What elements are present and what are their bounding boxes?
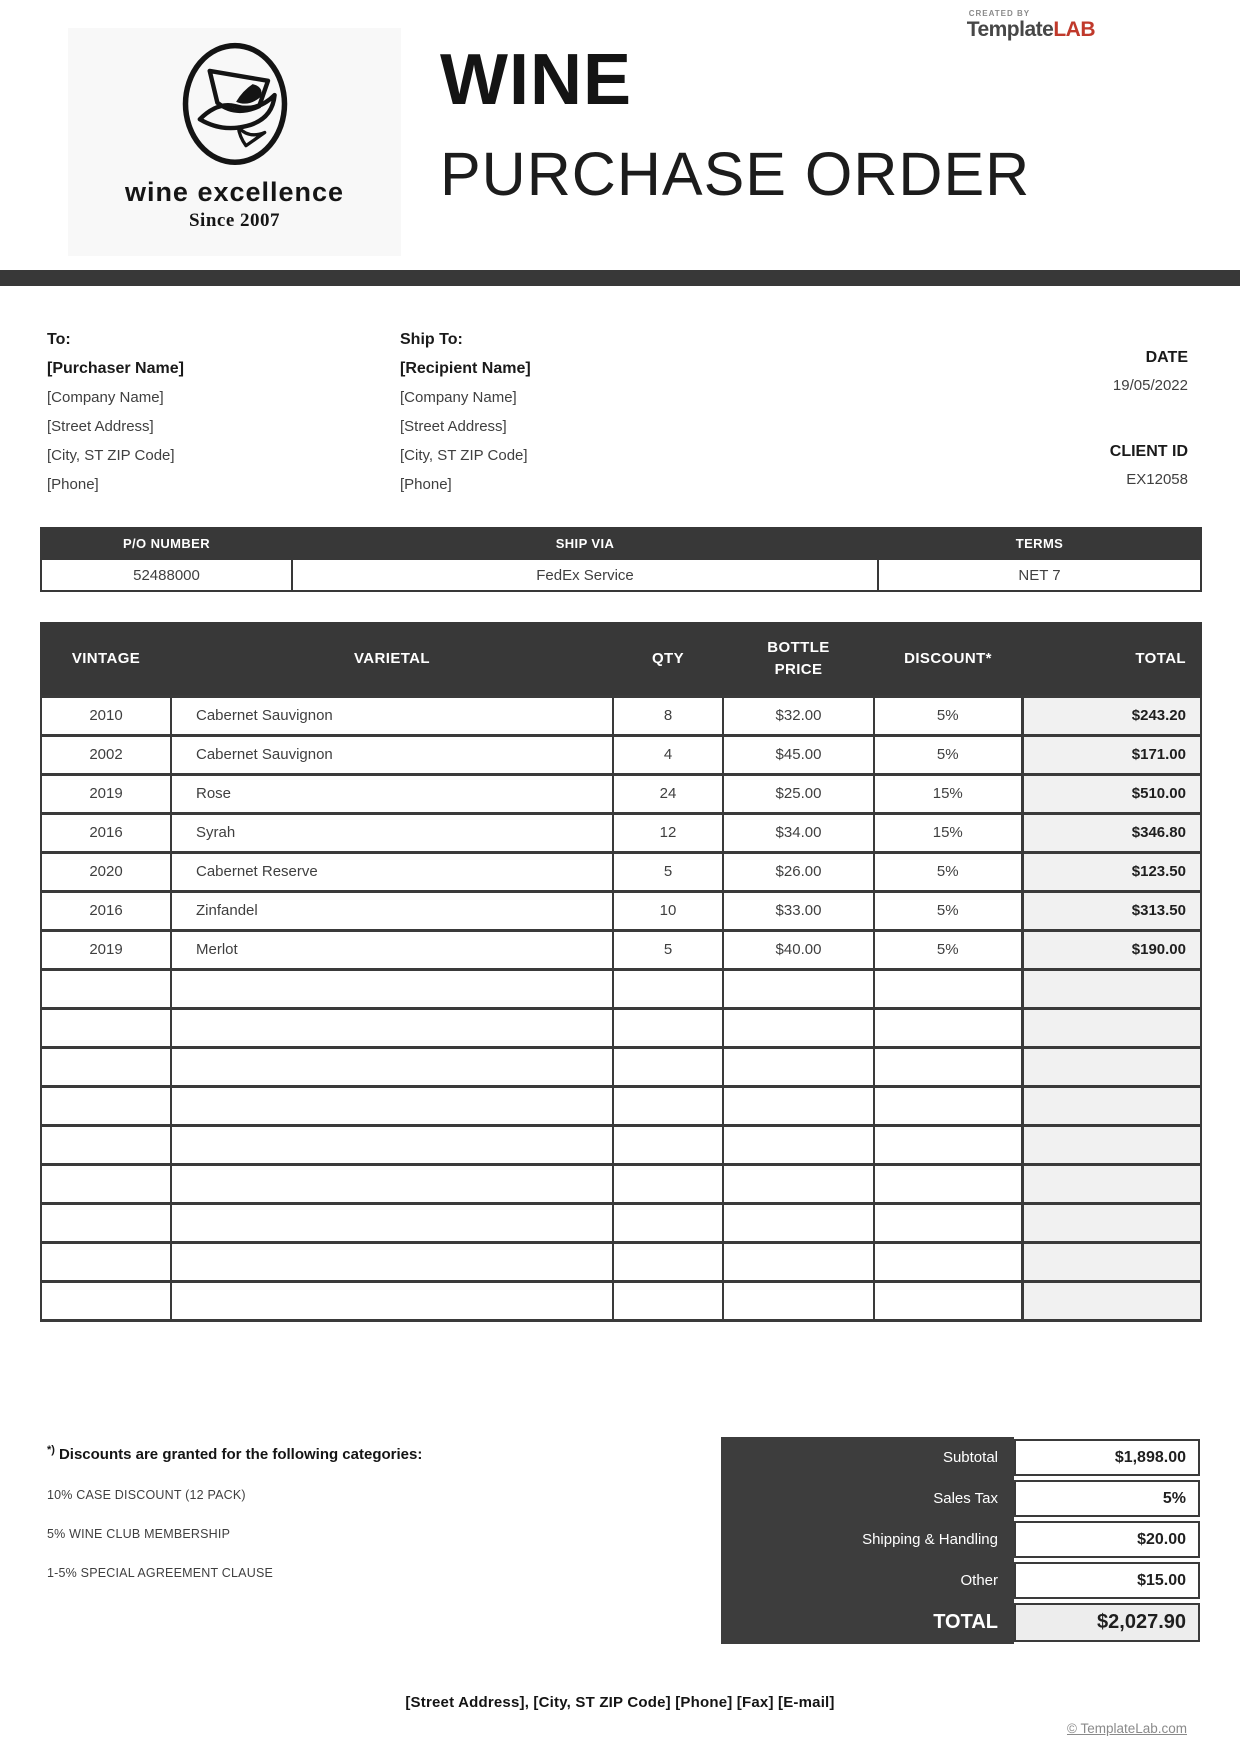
order-empty-row-cell bbox=[1022, 1047, 1201, 1086]
order-row-cell: $26.00 bbox=[723, 852, 874, 891]
order-empty-row bbox=[41, 1086, 1201, 1125]
po-value: FedEx Service bbox=[292, 559, 878, 591]
client-id-label: CLIENT ID bbox=[1109, 443, 1188, 460]
order-empty-row bbox=[41, 1203, 1201, 1242]
order-empty-row bbox=[41, 1125, 1201, 1164]
client-id-value: EX12058 bbox=[1126, 471, 1188, 488]
purchaser-company: [Company Name] bbox=[47, 389, 164, 406]
summary-value: $15.00 bbox=[1014, 1562, 1200, 1599]
summary-value: $1,898.00 bbox=[1014, 1439, 1200, 1476]
order-empty-row bbox=[41, 1281, 1201, 1320]
order-row-cell: 5 bbox=[613, 852, 723, 891]
discount-notes-list bbox=[47, 1488, 607, 1580]
order-row-cell: Zinfandel bbox=[171, 891, 613, 930]
order-row bbox=[41, 696, 1201, 735]
order-empty-row-cell bbox=[613, 1242, 723, 1281]
order-empty-row-cell bbox=[1022, 1164, 1201, 1203]
order-col-header: VARIETAL bbox=[171, 623, 613, 696]
order-empty-row-cell bbox=[171, 969, 613, 1008]
order-row-cell: Syrah bbox=[171, 813, 613, 852]
summary-total-label: TOTAL bbox=[721, 1601, 1014, 1644]
po-info-table bbox=[40, 527, 1202, 592]
order-empty-row-cell bbox=[874, 1125, 1022, 1164]
order-row-cell: Cabernet Sauvignon bbox=[171, 696, 613, 735]
order-row-cell: 8 bbox=[613, 696, 723, 735]
order-empty-row-cell bbox=[41, 1203, 171, 1242]
order-empty-row-cell bbox=[613, 1164, 723, 1203]
order-empty-row-cell bbox=[171, 1125, 613, 1164]
order-row-cell: $34.00 bbox=[723, 813, 874, 852]
order-empty-row-cell bbox=[171, 1086, 613, 1125]
order-empty-row-cell bbox=[41, 969, 171, 1008]
order-empty-row bbox=[41, 969, 1201, 1008]
order-meta-block bbox=[1110, 343, 1188, 493]
order-empty-row-cell bbox=[171, 1047, 613, 1086]
templatelab-name: Template bbox=[966, 18, 1054, 41]
order-empty-row-cell bbox=[41, 1164, 171, 1203]
order-row-cell: 15% bbox=[874, 774, 1022, 813]
order-empty-row-cell bbox=[41, 1125, 171, 1164]
summary-label: Other bbox=[721, 1560, 1014, 1601]
order-empty-row-cell bbox=[171, 1281, 613, 1320]
order-row bbox=[41, 930, 1201, 969]
po-value: 52488000 bbox=[41, 559, 292, 591]
order-empty-row bbox=[41, 1164, 1201, 1203]
summary-value: 5% bbox=[1014, 1480, 1200, 1517]
discount-note-item: 10% CASE DISCOUNT (12 PACK) bbox=[47, 1488, 246, 1502]
order-row-cell: Cabernet Sauvignon bbox=[171, 735, 613, 774]
order-empty-row-cell bbox=[723, 1125, 874, 1164]
order-row-cell: 2019 bbox=[41, 930, 171, 969]
order-row-cell: 2016 bbox=[41, 813, 171, 852]
order-row-cell: $313.50 bbox=[1022, 891, 1201, 930]
order-row bbox=[41, 813, 1201, 852]
order-empty-row-cell bbox=[723, 1086, 874, 1125]
company-logo bbox=[68, 28, 401, 256]
order-empty-row-cell bbox=[723, 969, 874, 1008]
date-label: DATE bbox=[1145, 349, 1188, 366]
order-row bbox=[41, 735, 1201, 774]
order-row bbox=[41, 774, 1201, 813]
order-row-cell: 5% bbox=[874, 735, 1022, 774]
order-empty-row-cell bbox=[41, 1086, 171, 1125]
order-row-cell: 12 bbox=[613, 813, 723, 852]
order-empty-row-cell bbox=[1022, 1008, 1201, 1047]
templatelab-logo bbox=[967, 10, 1095, 40]
order-empty-row-cell bbox=[723, 1281, 874, 1320]
order-row-cell: $123.50 bbox=[1022, 852, 1201, 891]
order-empty-row-cell bbox=[41, 1281, 171, 1320]
order-row-cell: 15% bbox=[874, 813, 1022, 852]
order-empty-row-cell bbox=[874, 1164, 1022, 1203]
discount-notes bbox=[47, 1444, 607, 1580]
order-empty-row-cell bbox=[1022, 1086, 1201, 1125]
ship-to-label: Ship To: bbox=[400, 331, 463, 348]
order-empty-row bbox=[41, 1242, 1201, 1281]
wine-glass-logo-icon bbox=[169, 40, 301, 170]
summary-total-value: $2,027.90 bbox=[1014, 1603, 1200, 1642]
order-header-row bbox=[41, 623, 1201, 696]
order-empty-row-cell bbox=[41, 1008, 171, 1047]
order-empty-row-cell bbox=[1022, 1281, 1201, 1320]
order-col-header: VINTAGE bbox=[41, 623, 171, 696]
header-divider-bar bbox=[0, 270, 1240, 286]
document-title bbox=[440, 40, 1031, 208]
to-address-block bbox=[47, 325, 184, 499]
order-empty-row bbox=[41, 1047, 1201, 1086]
po-value-row bbox=[41, 559, 1201, 591]
order-row-cell: 5% bbox=[874, 696, 1022, 735]
summary-value: $20.00 bbox=[1014, 1521, 1200, 1558]
po-value: NET 7 bbox=[878, 559, 1201, 591]
order-row-cell: 2016 bbox=[41, 891, 171, 930]
discount-notes-title: *) Discounts are granted for the following categories: bbox=[47, 1444, 423, 1463]
order-empty-row-cell bbox=[723, 1242, 874, 1281]
footnote-mark: *) bbox=[47, 1444, 55, 1456]
order-empty-row-cell bbox=[874, 1008, 1022, 1047]
order-empty-row-cell bbox=[874, 1203, 1022, 1242]
order-row-cell: $243.20 bbox=[1022, 696, 1201, 735]
logo-title: wine excellence bbox=[124, 177, 345, 207]
order-row-cell: $45.00 bbox=[723, 735, 874, 774]
order-empty-row-cell bbox=[171, 1242, 613, 1281]
order-empty-row-cell bbox=[613, 1281, 723, 1320]
order-empty-row-cell bbox=[171, 1164, 613, 1203]
recipient-phone: [Phone] bbox=[400, 476, 452, 493]
discount-note-item: 1-5% SPECIAL AGREEMENT CLAUSE bbox=[47, 1566, 274, 1580]
order-row bbox=[41, 891, 1201, 930]
order-empty-row-cell bbox=[1022, 969, 1201, 1008]
order-row-cell: 5 bbox=[613, 930, 723, 969]
logo-subtitle: Since 2007 bbox=[188, 210, 281, 231]
po-col-header: SHIP VIA bbox=[292, 528, 878, 559]
order-empty-row-cell bbox=[1022, 1242, 1201, 1281]
order-row-cell: 2002 bbox=[41, 735, 171, 774]
order-empty-row-cell bbox=[874, 1047, 1022, 1086]
order-row-cell: 10 bbox=[613, 891, 723, 930]
order-col-header: QTY bbox=[613, 623, 723, 696]
order-row-cell: 2020 bbox=[41, 852, 171, 891]
order-row-cell: 2010 bbox=[41, 696, 171, 735]
order-row-cell: 5% bbox=[874, 891, 1022, 930]
ship-to-address-block bbox=[400, 325, 531, 499]
created-by-label: CREATED BY bbox=[968, 9, 1031, 18]
order-row-cell: Cabernet Reserve bbox=[171, 852, 613, 891]
summary-label: Sales Tax bbox=[721, 1478, 1014, 1519]
purchaser-name: [Purchaser Name] bbox=[47, 360, 184, 377]
templatelab-copyright-link[interactable]: © TemplateLab.com bbox=[1066, 1721, 1187, 1736]
order-row-cell: 5% bbox=[874, 852, 1022, 891]
order-row-cell: 2019 bbox=[41, 774, 171, 813]
order-empty-row-cell bbox=[874, 1242, 1022, 1281]
order-empty-row-cell bbox=[874, 1086, 1022, 1125]
order-col-header: BOTTLE PRICE bbox=[723, 623, 874, 696]
recipient-company: [Company Name] bbox=[400, 389, 517, 406]
order-row-cell: $33.00 bbox=[723, 891, 874, 930]
order-empty-row-cell bbox=[1022, 1125, 1201, 1164]
order-row-cell: $510.00 bbox=[1022, 774, 1201, 813]
order-empty-row-cell bbox=[723, 1008, 874, 1047]
order-empty-row-cell bbox=[723, 1047, 874, 1086]
order-empty-row-cell bbox=[613, 1203, 723, 1242]
order-empty-row bbox=[41, 1008, 1201, 1047]
order-row-cell: $190.00 bbox=[1022, 930, 1201, 969]
discount-note-item: 5% WINE CLUB MEMBERSHIP bbox=[47, 1527, 231, 1541]
order-row-cell: $25.00 bbox=[723, 774, 874, 813]
order-row-cell: 5% bbox=[874, 930, 1022, 969]
purchaser-phone: [Phone] bbox=[47, 476, 99, 493]
order-items-table bbox=[40, 622, 1202, 1322]
order-col-header: TOTAL bbox=[1022, 623, 1201, 696]
summary-box bbox=[721, 1437, 1200, 1644]
order-col-header: DISCOUNT* bbox=[874, 623, 1022, 696]
order-row-cell: Merlot bbox=[171, 930, 613, 969]
order-row-cell: $171.00 bbox=[1022, 735, 1201, 774]
order-empty-row-cell bbox=[1022, 1203, 1201, 1242]
recipient-street: [Street Address] bbox=[400, 418, 507, 435]
order-row-cell: 24 bbox=[613, 774, 723, 813]
order-table-body bbox=[41, 696, 1201, 1320]
order-empty-row-cell bbox=[613, 969, 723, 1008]
order-empty-row-cell bbox=[613, 1008, 723, 1047]
to-label: To: bbox=[47, 331, 71, 348]
summary-label: Subtotal bbox=[721, 1437, 1014, 1478]
po-header-row bbox=[41, 528, 1201, 559]
order-row-cell: $40.00 bbox=[723, 930, 874, 969]
templatelab-suffix: LAB bbox=[1053, 18, 1095, 41]
recipient-city: [City, ST ZIP Code] bbox=[400, 447, 528, 464]
order-empty-row-cell bbox=[874, 1281, 1022, 1320]
title-line-1: WINE bbox=[440, 40, 632, 120]
order-empty-row-cell bbox=[41, 1047, 171, 1086]
recipient-name: [Recipient Name] bbox=[400, 360, 531, 377]
order-empty-row-cell bbox=[723, 1203, 874, 1242]
order-row-cell: $32.00 bbox=[723, 696, 874, 735]
order-row bbox=[41, 852, 1201, 891]
order-row-cell: 4 bbox=[613, 735, 723, 774]
order-row-cell: Rose bbox=[171, 774, 613, 813]
po-col-header: P/O NUMBER bbox=[41, 528, 292, 559]
purchaser-city: [City, ST ZIP Code] bbox=[47, 447, 175, 464]
order-empty-row-cell bbox=[613, 1125, 723, 1164]
order-empty-row-cell bbox=[613, 1047, 723, 1086]
purchaser-street: [Street Address] bbox=[47, 418, 154, 435]
summary-label: Shipping & Handling bbox=[721, 1519, 1014, 1560]
order-empty-row-cell bbox=[171, 1008, 613, 1047]
order-empty-row-cell bbox=[613, 1086, 723, 1125]
title-line-2: PURCHASE ORDER bbox=[440, 140, 1031, 208]
date-value: 19/05/2022 bbox=[1112, 377, 1188, 394]
order-empty-row-cell bbox=[874, 969, 1022, 1008]
order-empty-row-cell bbox=[171, 1203, 613, 1242]
order-empty-row-cell bbox=[723, 1164, 874, 1203]
po-col-header: TERMS bbox=[878, 528, 1201, 559]
order-row-cell: $346.80 bbox=[1022, 813, 1201, 852]
footer-address: [Street Address], [City, ST ZIP Code] [Phone] [Fax] [E-mail] bbox=[405, 1694, 835, 1711]
order-empty-row-cell bbox=[41, 1242, 171, 1281]
